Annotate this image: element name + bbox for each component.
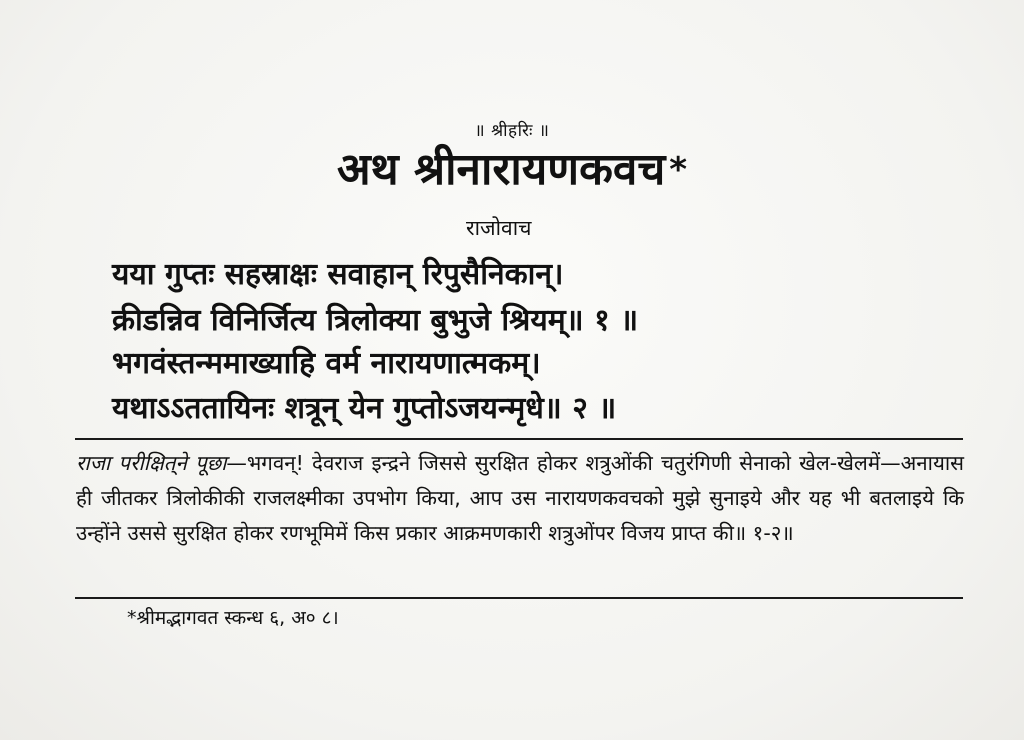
footnote: *श्रीमद्भागवत स्कन्ध ६, अ० ८। — [127, 607, 339, 629]
translation-text: —भगवन्! देवराज इन्द्रने जिससे सुरक्षित होकर शत्रुओंकी चतुरंगिणी सेनाको खेल-खेलमें—अनायास ही जीतकर त्रिलोकीकी राजलक्ष्मीका उपभोग किया, आप उस नारायणकवचको मुझे सुनाइये और यह भी बतलाइये कि उन्होंने उससे सुरक्षित होकर रणभूमिमें किस प्रकार आक्रमणकारी शत्रुओंपर विजय प्राप्त की॥ १-२॥ — [76, 451, 964, 545]
page-title — [0, 140, 1024, 200]
footnote-marker: * — [669, 150, 688, 190]
verse-line: यया गुप्तः सहस्राक्षः सवाहान् रिपुसैनिकान्। — [112, 257, 564, 292]
translation-paragraph — [76, 446, 964, 551]
verse-line: भगवंस्तन्ममाख्याहि वर्म नारायणात्मकम्। — [112, 346, 541, 381]
invocation-heading: ॥ श्रीहरिः ॥ — [474, 121, 550, 141]
title-text: अथ श्रीनारायणकवच — [336, 144, 666, 195]
divider-bottom — [75, 597, 963, 599]
verse-line: क्रीडन्निव विनिर्जित्य त्रिलोक्या बुभुजे श्रियम्॥ १ ॥ — [112, 303, 639, 338]
translation-lead: राजा परीक्षित्‌ने पूछा — [76, 451, 227, 475]
speaker-label: राजोवाच — [466, 216, 532, 240]
divider-top — [75, 438, 963, 440]
verse-line: यथाऽऽततायिनः शत्रून् येन गुप्तोऽजयन्मृधे॥ २ ॥ — [112, 391, 617, 426]
